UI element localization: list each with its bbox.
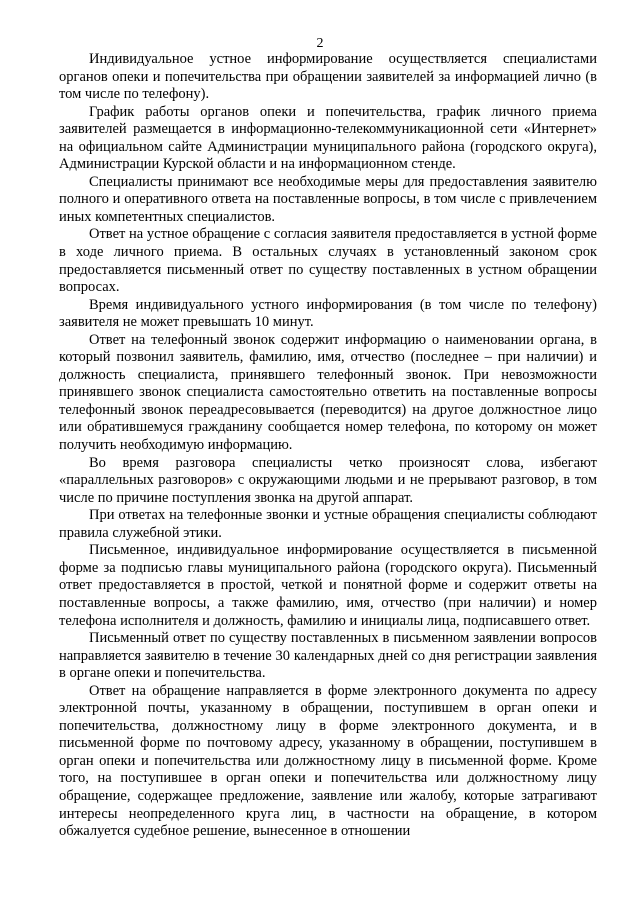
paragraph-written-response-term: Письменный ответ по существу поставленных в письменном заявлении вопросов направляется заявителю в течение 30 календарных дней со дня регистрации заявления в органе опеки и попечительства. xyxy=(59,630,597,682)
paragraph-service-ethics: При ответах на телефонные звонки и устные обращения специалисты соблюдают правила служебной этики. xyxy=(59,507,597,541)
paragraph-oral-response: Ответ на устное обращение с согласия заявителя предоставляется в устной форме в ходе личного приема. В остальных случаях в установленный законом срок предоставляется письменный ответ по существу поставленных в устном обращении вопросах. xyxy=(59,226,597,296)
paragraph-informing-time: Время индивидуального устного информирования (в том числе по телефону) заявителя не может превышать 10 минут. xyxy=(59,296,597,331)
paragraph-specialists-measures: Специалисты принимают все необходимые меры для предоставления заявителю полного и оперативного ответа на поставленные вопросы, в том числе с привлечением иных компетентных специалистов. xyxy=(59,173,597,225)
paragraph-conversation-rules: Во время разговора специалисты четко произносят слова, избегают «параллельных разговоров» с окружающими людьми и не прерывают разговор, в том числе по причине поступления звонка на другой аппарат. xyxy=(59,454,597,506)
body-text xyxy=(59,51,597,841)
paragraph-electronic-response: Ответ на обращение направляется в форме электронного документа по адресу электронной почты, указанному в обращении, поступившем в орган опеки и попечительства, должностному лицу в форме электронного документа, и в письменной форме по почтовому адресу, указанному в обращении, поступившем в орган опеки и попечительства или должностному лицу в письменной форме. Кроме того, на поступившее в орган опеки и попечительства или должностному лицу обращение, содержащее предложение, заявление или жалобу, которые затрагивают интересы неопределенного круга лиц, в частности на обращение, в котором обжалуется судебное решение, вынесенное в отношении xyxy=(59,682,597,840)
paragraph-written-informing: Письменное, индивидуальное информирование осуществляется в письменной форме за подписью главы муниципального района (городского округа). Письменный ответ предоставляется в простой, четкой и понятной форме и содержит ответы на поставленные вопросы, а также фамилию, имя, отчество (при наличии) и номер телефона исполнителя и должность, фамилию и инициалы лица, подписавшего ответ. xyxy=(59,542,597,629)
paragraph-individual-oral-informing: Индивидуальное устное информирование осуществляется специалистами органов опеки и попечительства при обращении заявителей за информацией лично (в том числе по телефону). xyxy=(59,51,597,103)
paragraph-work-schedule: График работы органов опеки и попечительства, график личного приема заявителей размещается в информационно-телекоммуникационной сети «Интернет» на официальном сайте Администрации муниципального района (городского округа), Администрации Курской области и на информационном стенде. xyxy=(59,103,597,173)
paragraph-phone-call-response: Ответ на телефонный звонок содержит информацию о наименовании органа, в который позвонил заявитель, фамилию, имя, отчество (последнее – при наличии) и должность специалиста, принявшего телефонный звонок. При невозможности принявшего звонок специалиста самостоятельно ответить на поставленные вопросы телефонный звонок переадресовывается (переводится) на другое должностное лицо или обратившемуся гражданину сообщается номер телефона, по которому он может получить необходимую информацию. xyxy=(59,331,597,454)
page-number: 2 xyxy=(316,36,324,51)
